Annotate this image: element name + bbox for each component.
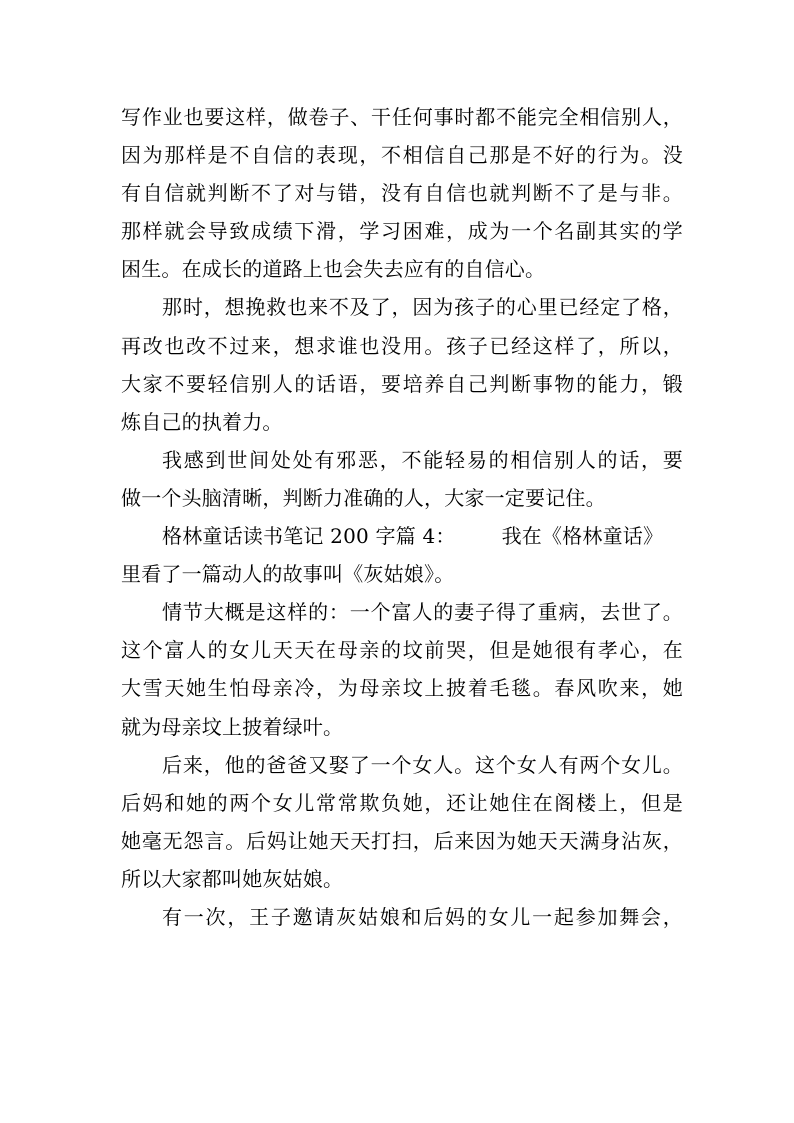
text-line: 做一个头脑清晰，判断力准确的人，大家一定要记住。 xyxy=(121,485,606,510)
text-line: 那样就会导致成绩下滑，学习困难，成为一个名副其实的学 xyxy=(121,219,683,244)
paragraph-first-line: 那时，想挽救也来不及了，因为孩子的心里已经定了格， xyxy=(162,295,683,320)
text-line: 炼自己的执着力。 xyxy=(121,409,283,434)
text-line: 有自信就判断不了对与错，没有自信也就判断不了是与非。 xyxy=(121,181,683,206)
text-line: 就为母亲坟上披着绿叶。 xyxy=(121,714,344,739)
text-line: 这个富人的女儿天天在母亲的坟前哭，但是她很有孝心，在 xyxy=(121,638,683,663)
text-line: 写作业也要这样，做卷子、干任何事时都不能完全相信别人， xyxy=(121,105,683,129)
section-intro: 我在《格林童话》 xyxy=(501,524,664,549)
text-line: 她毫无怨言。后妈让她天天打扫，后来因为她天天满身沾灰， xyxy=(121,828,683,853)
text-line: 大雪天她生怕母亲冷，为母亲坟上披着毛毯。春风吹来，她 xyxy=(121,676,683,701)
text-line: 再改也改不过来，想求谁也没用。孩子已经这样了，所以， xyxy=(121,333,683,358)
text-line: 后妈和她的两个女儿常常欺负她，还让她住在阁楼上，但是 xyxy=(121,790,683,815)
text-line: 因为那样是不自信的表现，不相信自己那是不好的行为。没 xyxy=(121,143,683,168)
section-heading: 格林童话读书笔记 200 字篇 4： xyxy=(162,524,456,549)
paragraph-first-line: 情节大概是这样的：一个富人的妻子得了重病，去世了。 xyxy=(162,600,683,625)
section-heading-line xyxy=(121,517,683,555)
body-text xyxy=(121,98,683,936)
text-line: 大家不要轻信别人的话语，要培养自己判断事物的能力，锻 xyxy=(121,371,683,396)
text-line: 里看了一篇动人的故事叫《灰姑娘》。 xyxy=(121,562,455,587)
text-line: 困生。在成长的道路上也会失去应有的自信心。 xyxy=(121,257,546,282)
paragraph-first-line: 有一次，王子邀请灰姑娘和后妈的女儿一起参加舞会， xyxy=(162,904,683,929)
paragraph-first-line: 后来，他的爸爸又娶了一个女人。这个女人有两个女儿。 xyxy=(162,752,683,777)
text-line: 所以大家都叫她灰姑娘。 xyxy=(121,866,344,891)
paragraph-first-line: 我感到世间处处有邪恶，不能轻易的相信别人的话，要 xyxy=(162,447,683,472)
